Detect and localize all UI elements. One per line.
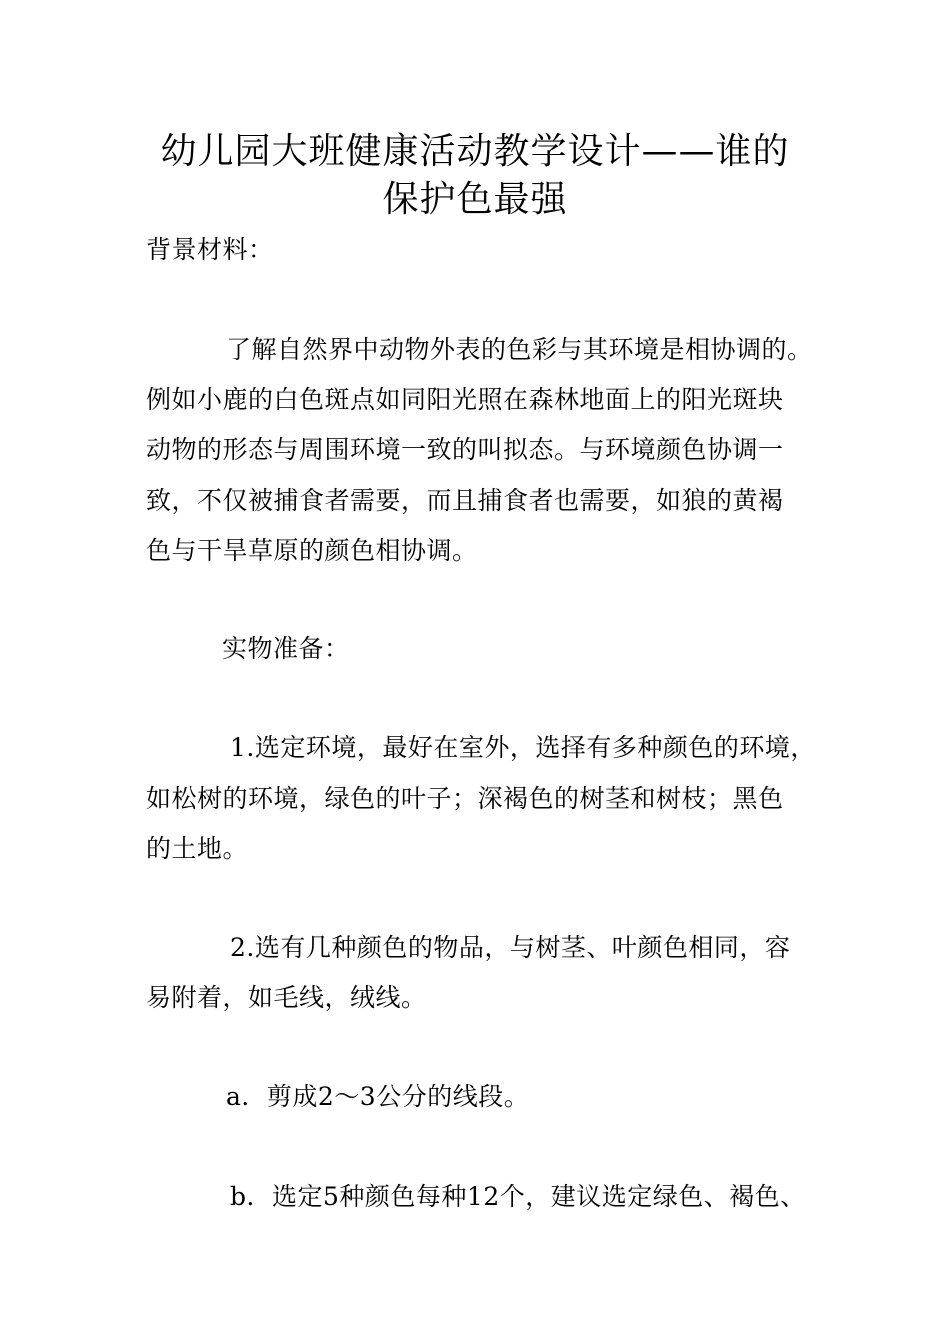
sub-item-a: a．剪成2～3公分的线段。 bbox=[226, 1082, 530, 1111]
document-title-line-1: 幼儿园大班健康活动教学设计——谁的 bbox=[160, 131, 790, 172]
paragraph-line: 例如小鹿的白色斑点如同阳光照在森林地面上的阳光斑块 bbox=[146, 385, 784, 414]
paragraph-line: 动物的形态与周围环境一致的叫拟态。与环境颜色协调一 bbox=[146, 435, 784, 464]
list-item-line: 如松树的环境，绿色的叶子；深褐色的树茎和树枝；黑色 bbox=[146, 784, 784, 813]
list-item-line: 的土地。 bbox=[146, 834, 249, 863]
list-item-line: 易附着，如毛线，绒线。 bbox=[146, 983, 427, 1012]
document-title-line-2: 保护色最强 bbox=[382, 179, 568, 220]
list-item-line: 1.选定环境，最好在室外，选择有多种颜色的环境， bbox=[230, 733, 816, 762]
materials-label: 实物准备： bbox=[222, 634, 350, 663]
paragraph-line: 致，不仅被捕食者需要，而且捕食者也需要，如狼的黄褐 bbox=[146, 486, 784, 515]
sub-item-b: b．选定5种颜色每种12个，建议选定绿色、褐色、 bbox=[230, 1182, 806, 1211]
background-label: 背景材料： bbox=[146, 235, 274, 264]
paragraph-line: 了解自然界中动物外表的色彩与其环境是相协调的。 bbox=[226, 335, 813, 364]
list-item-line: 2.选有几种颜色的物品，与树茎、叶颜色相同，容 bbox=[230, 933, 791, 962]
paragraph-line: 色与干旱草原的颜色相协调。 bbox=[146, 536, 478, 565]
